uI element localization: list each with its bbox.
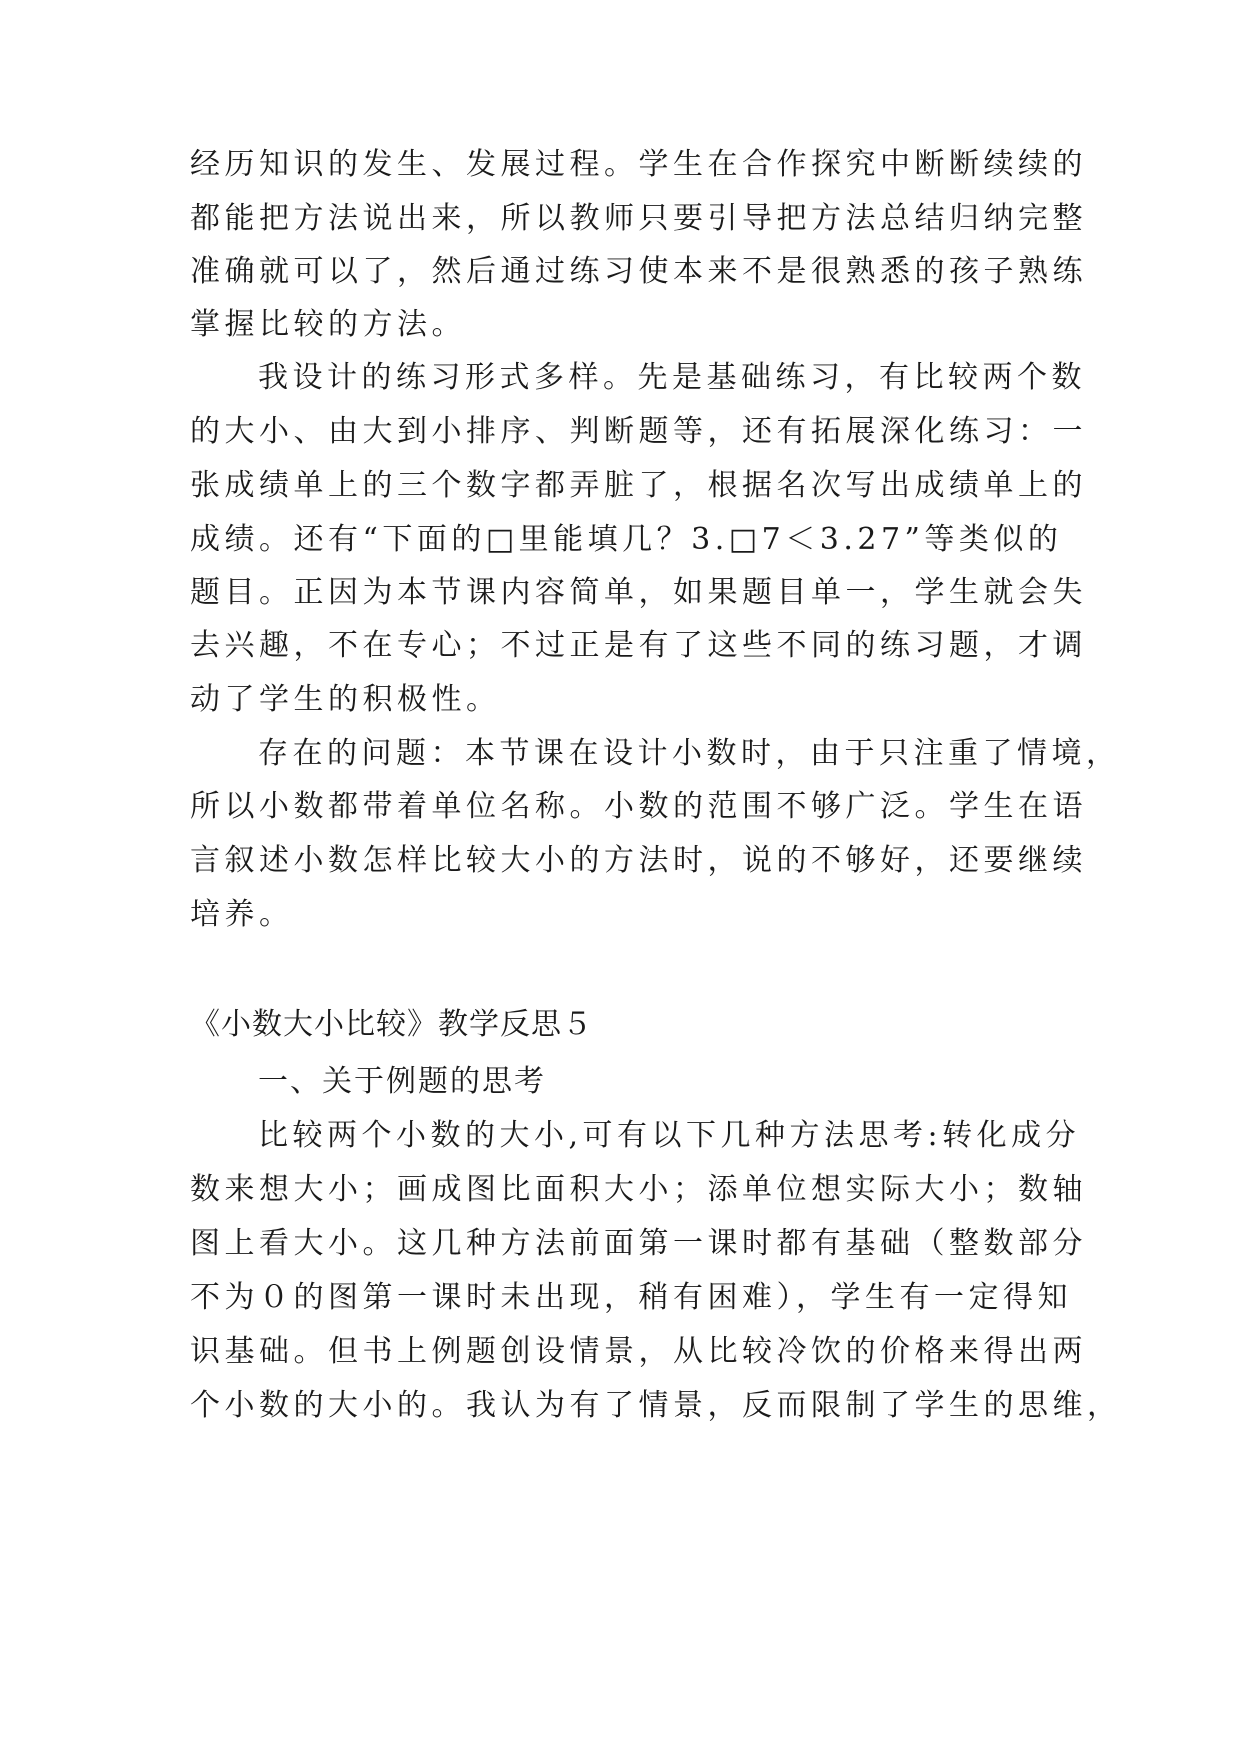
paragraph-1-line-2: 都能把方法说出来，所以教师只要引导把方法总结归纳完整 bbox=[190, 201, 1087, 236]
paragraph-4-line-5: 识基础。但书上例题创设情景，从比较冷饮的价格来得出两 bbox=[190, 1334, 1087, 1369]
paragraph-4-line-3: 图上看大小。这几种方法前面第一课时都有基础（整数部分 bbox=[190, 1226, 1087, 1261]
paragraph-2-line-2: 的大小、由大到小排序、判断题等，还有拓展深化练习：一 bbox=[190, 414, 1087, 449]
subheading: 一、关于例题的思考 bbox=[258, 1064, 546, 1099]
paragraph-2-line-3: 张成绩单上的三个数字都弄脏了，根据名次写出成绩单上的 bbox=[190, 468, 1087, 503]
paragraph-3-line-1: 存在的问题：本节课在设计小数时，由于只注重了情境， bbox=[258, 736, 1121, 771]
paragraph-3-line-3: 言叙述小数怎样比较大小的方法时，说的不够好，还要继续 bbox=[190, 843, 1087, 878]
paragraph-4-line-6: 个小数的大小的。我认为有了情景，反而限制了学生的思维， bbox=[190, 1388, 1122, 1423]
paragraph-2-line-5: 题目。正因为本节课内容简单，如果题目单一，学生就会失 bbox=[190, 575, 1087, 610]
paragraph-2-line-6: 去兴趣，不在专心；不过正是有了这些不同的练习题，才调 bbox=[190, 628, 1087, 663]
paragraph-2-line-4: 成绩。还有“下面的□里能填几？3.□7＜3.27”等类似的 bbox=[190, 522, 1063, 557]
paragraph-4-line-1: 比较两个小数的大小,可有以下几种方法思考:转化成分 bbox=[258, 1118, 1081, 1153]
paragraph-2-line-1: 我设计的练习形式多样。先是基础练习，有比较两个数 bbox=[258, 360, 1086, 395]
paragraph-2-line-7: 动了学生的积极性。 bbox=[190, 682, 501, 717]
paragraph-1-line-4: 掌握比较的方法。 bbox=[190, 307, 466, 342]
paragraph-3-line-2: 所以小数都带着单位名称。小数的范围不够广泛。学生在语 bbox=[190, 789, 1087, 824]
paragraph-4-line-4: 不为０的图第一课时未出现，稍有困难），学生有一定得知 bbox=[190, 1280, 1072, 1315]
paragraph-4-line-2: 数来想大小；画成图比面积大小；添单位想实际大小；数轴 bbox=[190, 1172, 1087, 1207]
paragraph-1-line-1: 经历知识的发生、发展过程。学生在合作探究中断断续续的 bbox=[190, 147, 1087, 182]
paragraph-3-line-4: 培养。 bbox=[190, 897, 294, 932]
section-title: 《小数大小比较》教学反思５ bbox=[190, 1007, 593, 1042]
paragraph-1-line-3: 准确就可以了，然后通过练习使本来不是很熟悉的孩子熟练 bbox=[190, 254, 1087, 289]
